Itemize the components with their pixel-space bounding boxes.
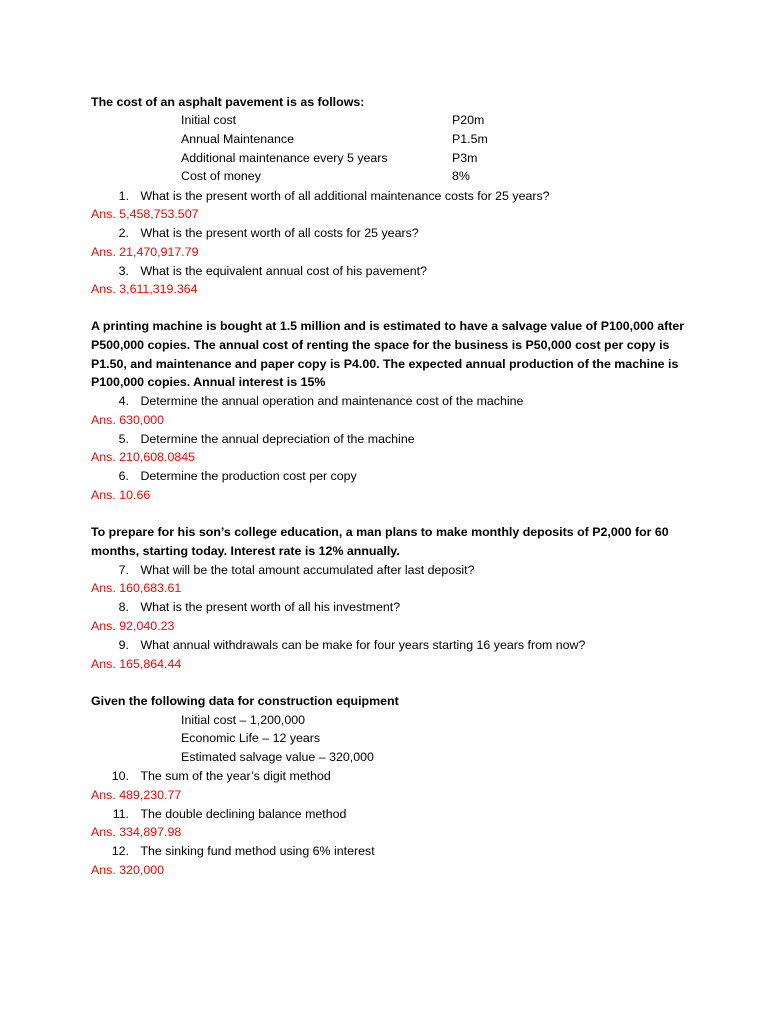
question-text: What is the present worth of all costs for 25 years?	[140, 226, 419, 240]
question-text: What is the equivalent annual cost of his pavement?	[140, 264, 427, 278]
equipment-data-line: Economic Life – 12 years	[181, 731, 321, 745]
question-text: What annual withdrawals can be make for four years starting 16 years from now?	[140, 638, 586, 652]
question-text: What will be the total amount accumulated after last deposit?	[140, 563, 475, 577]
question-item	[107, 430, 415, 448]
question-item	[107, 767, 331, 785]
answer-text: Ans. 334,897.98	[91, 825, 182, 839]
cost-table-value: P3m	[452, 151, 478, 165]
answer-text: Ans. 92,040.23	[91, 619, 175, 633]
cost-table-value: P1.5m	[452, 132, 488, 146]
question-number: 7.	[118, 563, 129, 577]
question-text: Determine the annual depreciation of the machine	[140, 432, 415, 446]
problem4-intro: Given the following data for construction equipment	[91, 694, 399, 708]
answer-text: Ans. 5,458,753.507	[91, 207, 199, 221]
cost-table-value: 8%	[452, 169, 470, 183]
answer-text: Ans. 320,000	[91, 863, 165, 877]
question-text: The sinking fund method using 6% interest	[140, 844, 375, 858]
equipment-data-line: Initial cost – 1,200,000	[181, 713, 305, 727]
answer-text: Ans. 21,470,917.79	[91, 245, 199, 259]
question-text: Determine the annual operation and maintenance cost of the machine	[140, 394, 524, 408]
cost-table-value: P20m	[452, 113, 485, 127]
question-item	[107, 224, 419, 242]
question-number: 3.	[118, 264, 129, 278]
question-text: The sum of the year’s digit method	[140, 769, 331, 783]
question-number: 12.	[111, 844, 129, 858]
question-item	[107, 598, 400, 616]
cost-table-label: Cost of money	[181, 169, 261, 183]
question-number: 8.	[118, 600, 129, 614]
answer-text: Ans. 489,230.77	[91, 788, 182, 802]
problem2-intro-line: A printing machine is bought at 1.5 million and is estimated to have a salvage value of P100,000 after	[91, 319, 685, 333]
question-number: 4.	[118, 394, 129, 408]
question-item	[107, 467, 357, 485]
question-item	[107, 842, 375, 860]
answer-text: Ans. 165,864.44	[91, 657, 182, 671]
problem2-intro-line: P100,000 copies. Annual interest is 15%	[91, 375, 326, 389]
question-item	[107, 262, 427, 280]
question-item	[107, 805, 346, 823]
problem3-intro-line: To prepare for his son’s college education, a man plans to make monthly deposits of P2,000 for 60	[91, 525, 669, 539]
cost-table-label: Additional maintenance every 5 years	[181, 151, 388, 165]
answer-text: Ans. 160,683.61	[91, 581, 182, 595]
problem2-intro-line: P1.50, and maintenance and paper copy is P4.00. The expected annual production of the machine is	[91, 357, 679, 371]
question-number: 6.	[118, 469, 129, 483]
cost-table-label: Annual Maintenance	[181, 132, 294, 146]
question-text: What is the present worth of all his investment?	[140, 600, 401, 614]
question-number: 2.	[118, 226, 129, 240]
answer-text: Ans. 10.66	[91, 488, 151, 502]
question-item	[107, 636, 585, 654]
problem1-intro: The cost of an asphalt pavement is as follows:	[91, 95, 365, 109]
question-number: 5.	[118, 432, 129, 446]
question-text: The double declining balance method	[140, 807, 347, 821]
question-number: 1.	[118, 189, 129, 203]
answer-text: Ans. 630,000	[91, 413, 165, 427]
cost-table-label: Initial cost	[181, 113, 237, 127]
question-item	[107, 392, 523, 410]
question-text: Determine the production cost per copy	[140, 469, 357, 483]
question-text: What is the present worth of all additional maintenance costs for 25 years?	[140, 189, 550, 203]
question-number: 9.	[118, 638, 129, 652]
answer-text: Ans. 3,611,319.364	[91, 282, 198, 296]
question-item	[107, 561, 475, 579]
equipment-data-line: Estimated salvage value – 320,000	[181, 750, 374, 764]
answer-text: Ans. 210,608.0845	[91, 450, 196, 464]
question-number: 10.	[111, 769, 129, 783]
question-number: 11.	[112, 807, 129, 821]
problem3-intro-line: months, starting today. Interest rate is 12% annually.	[91, 544, 400, 558]
problem2-intro-line: P500,000 copies. The annual cost of renting the space for the business is P50,000 cost per copy is	[91, 338, 670, 352]
question-item	[107, 187, 550, 205]
